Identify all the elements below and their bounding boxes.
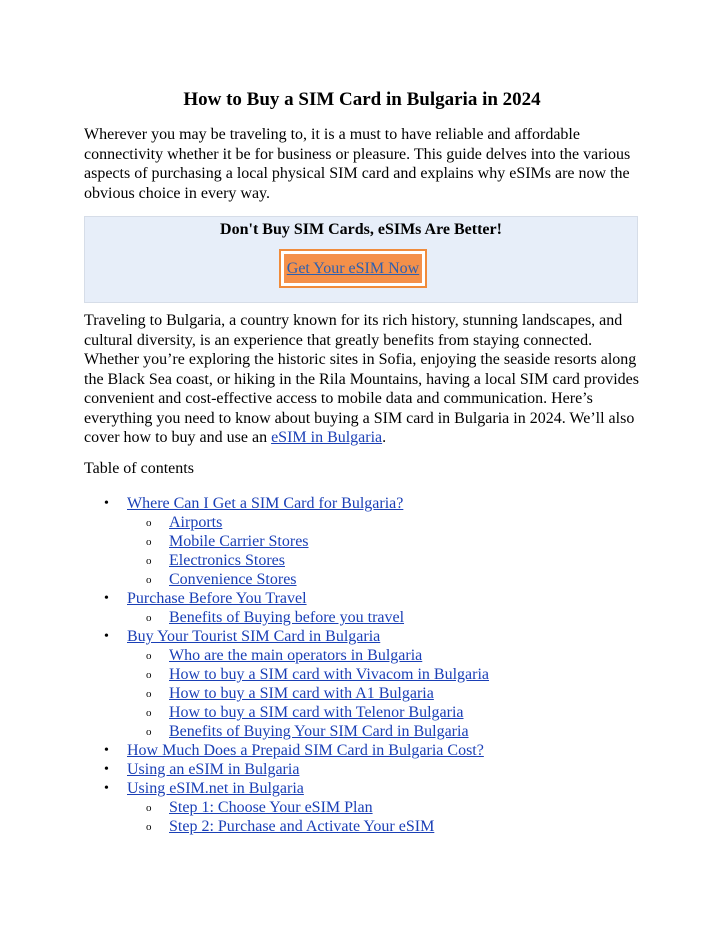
- toc-link[interactable]: Convenience Stores: [169, 571, 297, 588]
- toc-item: [84, 551, 640, 570]
- toc-link[interactable]: Where Can I Get a SIM Card for Bulgaria?: [127, 495, 404, 512]
- bullet-circle-icon: o: [146, 536, 152, 548]
- toc-item: [84, 665, 640, 684]
- toc-link[interactable]: Purchase Before You Travel: [127, 590, 307, 607]
- bullet-circle-icon: o: [146, 688, 152, 700]
- get-esim-button[interactable]: [279, 249, 427, 288]
- toc-link[interactable]: Benefits of Buying before you travel: [169, 609, 405, 626]
- table-of-contents: [84, 494, 640, 836]
- bullet-circle-icon: o: [146, 669, 152, 681]
- bullet-circle-icon: o: [146, 707, 152, 719]
- bullet-circle-icon: o: [146, 726, 152, 738]
- bullet-circle-icon: o: [146, 821, 152, 833]
- toc-link[interactable]: Step 1: Choose Your eSIM Plan: [169, 799, 373, 816]
- bullet-circle-icon: o: [146, 574, 152, 586]
- bullet-disc-icon: •: [104, 629, 109, 644]
- toc-item: [84, 684, 640, 703]
- toc-link[interactable]: Using an eSIM in Bulgaria: [127, 761, 300, 778]
- bullet-circle-icon: o: [146, 517, 152, 529]
- toc-item: [84, 741, 640, 760]
- bullet-disc-icon: •: [104, 743, 109, 758]
- bullet-circle-icon: o: [146, 802, 152, 814]
- toc-link[interactable]: Electronics Stores: [169, 552, 285, 569]
- toc-item: [84, 532, 640, 551]
- toc-item: [84, 817, 640, 836]
- toc-link[interactable]: Step 2: Purchase and Activate Your eSIM: [169, 818, 435, 835]
- toc-heading: Table of contents: [84, 460, 194, 477]
- page-title: How to Buy a SIM Card in Bulgaria in 2024: [183, 89, 541, 110]
- promo-heading: Don't Buy SIM Cards, eSIMs Are Better!: [220, 221, 502, 238]
- toc-link[interactable]: How to buy a SIM card with Telenor Bulgaria: [169, 704, 464, 721]
- toc-item: [84, 646, 640, 665]
- toc-link[interactable]: How to buy a SIM card with Vivacom in Bulgaria: [169, 666, 490, 683]
- toc-item: [84, 760, 640, 779]
- get-esim-link[interactable]: Get Your eSIM Now: [286, 259, 420, 277]
- bullet-disc-icon: •: [104, 781, 109, 796]
- esim-bulgaria-link[interactable]: eSIM in Bulgaria: [271, 429, 383, 446]
- body-text: Traveling to Bulgaria, a country known for its rich history, stunning landscapes, and cultural diversity, is an experience that greatly benefits from staying connected. Whether you’re exploring the historic sites in Sofia, enjoying the seaside resorts along the Black Sea coast, or hiking in the Rila Mountains, having a local SIM card provides convenient and cost-effective access to mobile data and communication. Here’s everything you need to know about buying a SIM card in Bulgaria in 2024. We’ll also cover how to buy and use an: [84, 312, 639, 446]
- toc-item: [84, 627, 640, 646]
- esim-promo-box: [84, 216, 638, 303]
- toc-link[interactable]: Benefits of Buying Your SIM Card in Bulgaria: [169, 723, 469, 740]
- toc-item: [84, 608, 640, 627]
- bullet-circle-icon: o: [146, 650, 152, 662]
- toc-link[interactable]: How to buy a SIM card with A1 Bulgaria: [169, 685, 434, 702]
- toc-link[interactable]: Mobile Carrier Stores: [169, 533, 309, 550]
- bullet-circle-icon: o: [146, 555, 152, 567]
- toc-link[interactable]: Who are the main operators in Bulgaria: [169, 647, 423, 664]
- toc-link[interactable]: Airports: [169, 514, 223, 531]
- toc-item: [84, 513, 640, 532]
- bullet-circle-icon: o: [146, 612, 152, 624]
- body-paragraph: [84, 311, 640, 448]
- bullet-disc-icon: •: [104, 591, 109, 606]
- toc-item: [84, 722, 640, 741]
- toc-item: [84, 779, 640, 798]
- toc-item: [84, 494, 640, 513]
- toc-item: [84, 570, 640, 589]
- toc-link[interactable]: Buy Your Tourist SIM Card in Bulgaria: [127, 628, 381, 645]
- body-tail: .: [382, 429, 387, 446]
- toc-link[interactable]: How Much Does a Prepaid SIM Card in Bulgaria Cost?: [127, 742, 484, 759]
- toc-link[interactable]: Using eSIM.net in Bulgaria: [127, 780, 304, 797]
- toc-item: [84, 703, 640, 722]
- bullet-disc-icon: •: [104, 762, 109, 777]
- toc-item: [84, 798, 640, 817]
- get-esim-button-fill: [284, 254, 422, 283]
- intro-paragraph: Wherever you may be traveling to, it is a must to have reliable and affordable connectivity whether it be for business or pleasure. This guide delves into the various aspects of purchasing a local physical SIM card and explains why eSIMs are now the obvious choice in every way.: [84, 126, 631, 202]
- toc-item: [84, 589, 640, 608]
- bullet-disc-icon: •: [104, 496, 109, 511]
